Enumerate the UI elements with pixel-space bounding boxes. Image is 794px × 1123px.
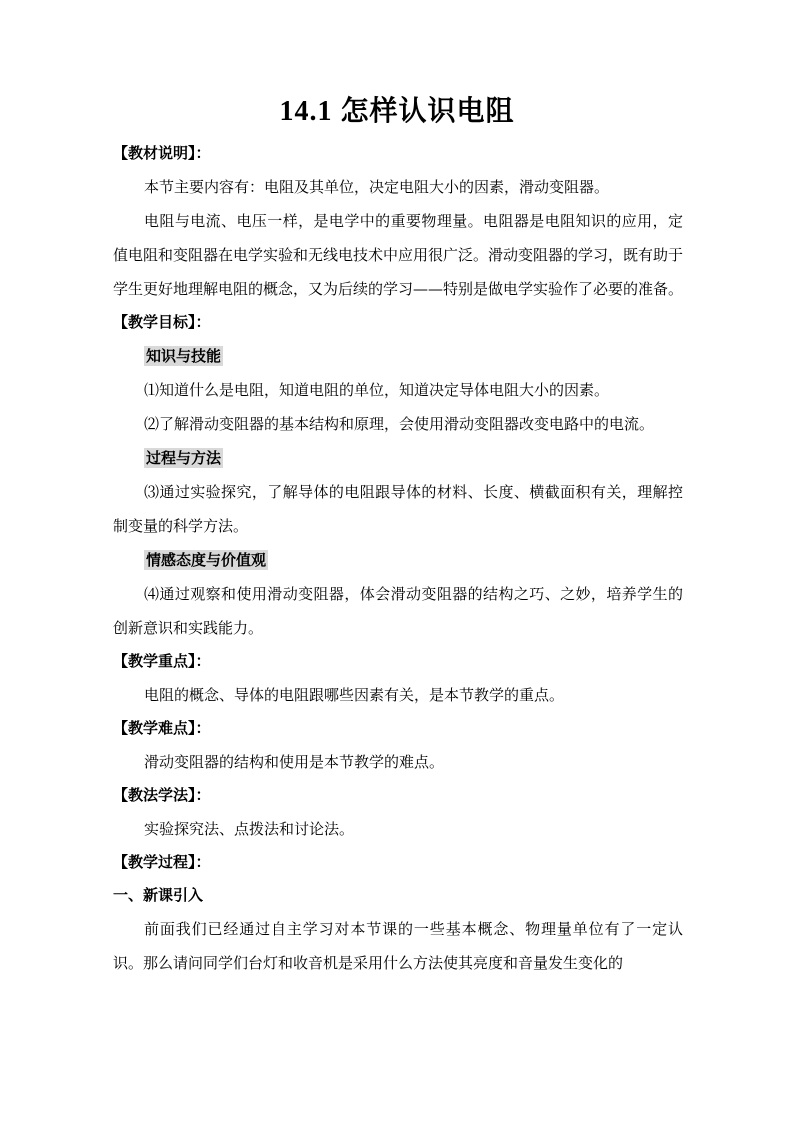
difficulties-text: 滑动变阻器的结构和使用是本节教学的难点。 [144, 753, 445, 771]
process-label: 过程与方法 [146, 449, 222, 467]
page-title: 14.1 怎样认识电阻 [279, 96, 515, 127]
objective-subheading-process [113, 441, 683, 475]
process-intro-text: 前面我们已经通过自主学习对本节课的一些基本概念、物理量单位有了一定认识。那么请问同学们台灯和收音机是采用什么方法使其亮度和音量发生变化的 [113, 920, 683, 972]
document-body [113, 137, 683, 980]
objective-item-2: ⑵了解滑动变阻器的基本结构和原理，会使用滑动变阻器改变电路中的电流。 [144, 415, 655, 433]
process-subheading-intro: 一、新课引入 [113, 886, 204, 904]
section-heading-methods: 【教法学法】： [113, 786, 211, 804]
objective-item-3: ⑶通过实验探究，了解导体的电阻跟导体的材料、长度、横截面积有关，理解控制变量的科学方法。 [113, 483, 683, 535]
section-heading-objectives: 【教学目标】： [113, 313, 211, 331]
section-heading-difficulties: 【教学难点】： [113, 719, 211, 737]
key-points-text: 电阻的概念、导体的电阻跟哪些因素有关，是本节教学的重点。 [144, 686, 565, 704]
section-heading-key-points: 【教学重点】： [113, 652, 211, 670]
objective-subheading-attitude [113, 543, 683, 577]
textbook-paragraph-1: 本节主要内容有：电阻及其单位，决定电阻大小的因素，滑动变阻器。 [144, 178, 610, 196]
objective-item-1: ⑴知道什么是电阻，知道电阻的单位，知道决定导体电阻大小的因素。 [144, 381, 610, 399]
knowledge-label: 知识与技能 [146, 347, 222, 365]
attitude-label: 情感态度与价值观 [146, 551, 267, 569]
objective-item-4: ⑷通过观察和使用滑动变阻器，体会滑动变阻器的结构之巧、之妙，培养学生的创新意识和实践能力。 [113, 585, 683, 637]
section-heading-process: 【教学过程】： [113, 853, 211, 871]
objective-subheading-knowledge [113, 339, 683, 373]
section-heading-textbook: 【教材说明】： [113, 144, 211, 162]
textbook-paragraph-2: 电阻与电流、电压一样，是电学中的重要物理量。电阻器是电阻知识的应用，定值电阻和变阻器在电学实验和无线电技术中应用很广泛。滑动变阻器的学习，既有助于学生更好地理解电阻的概念，又为后续的学习——特别是做电学实验作了必要的准备。 [113, 212, 684, 298]
methods-text: 实验探究法、点拨法和讨论法。 [144, 820, 355, 838]
